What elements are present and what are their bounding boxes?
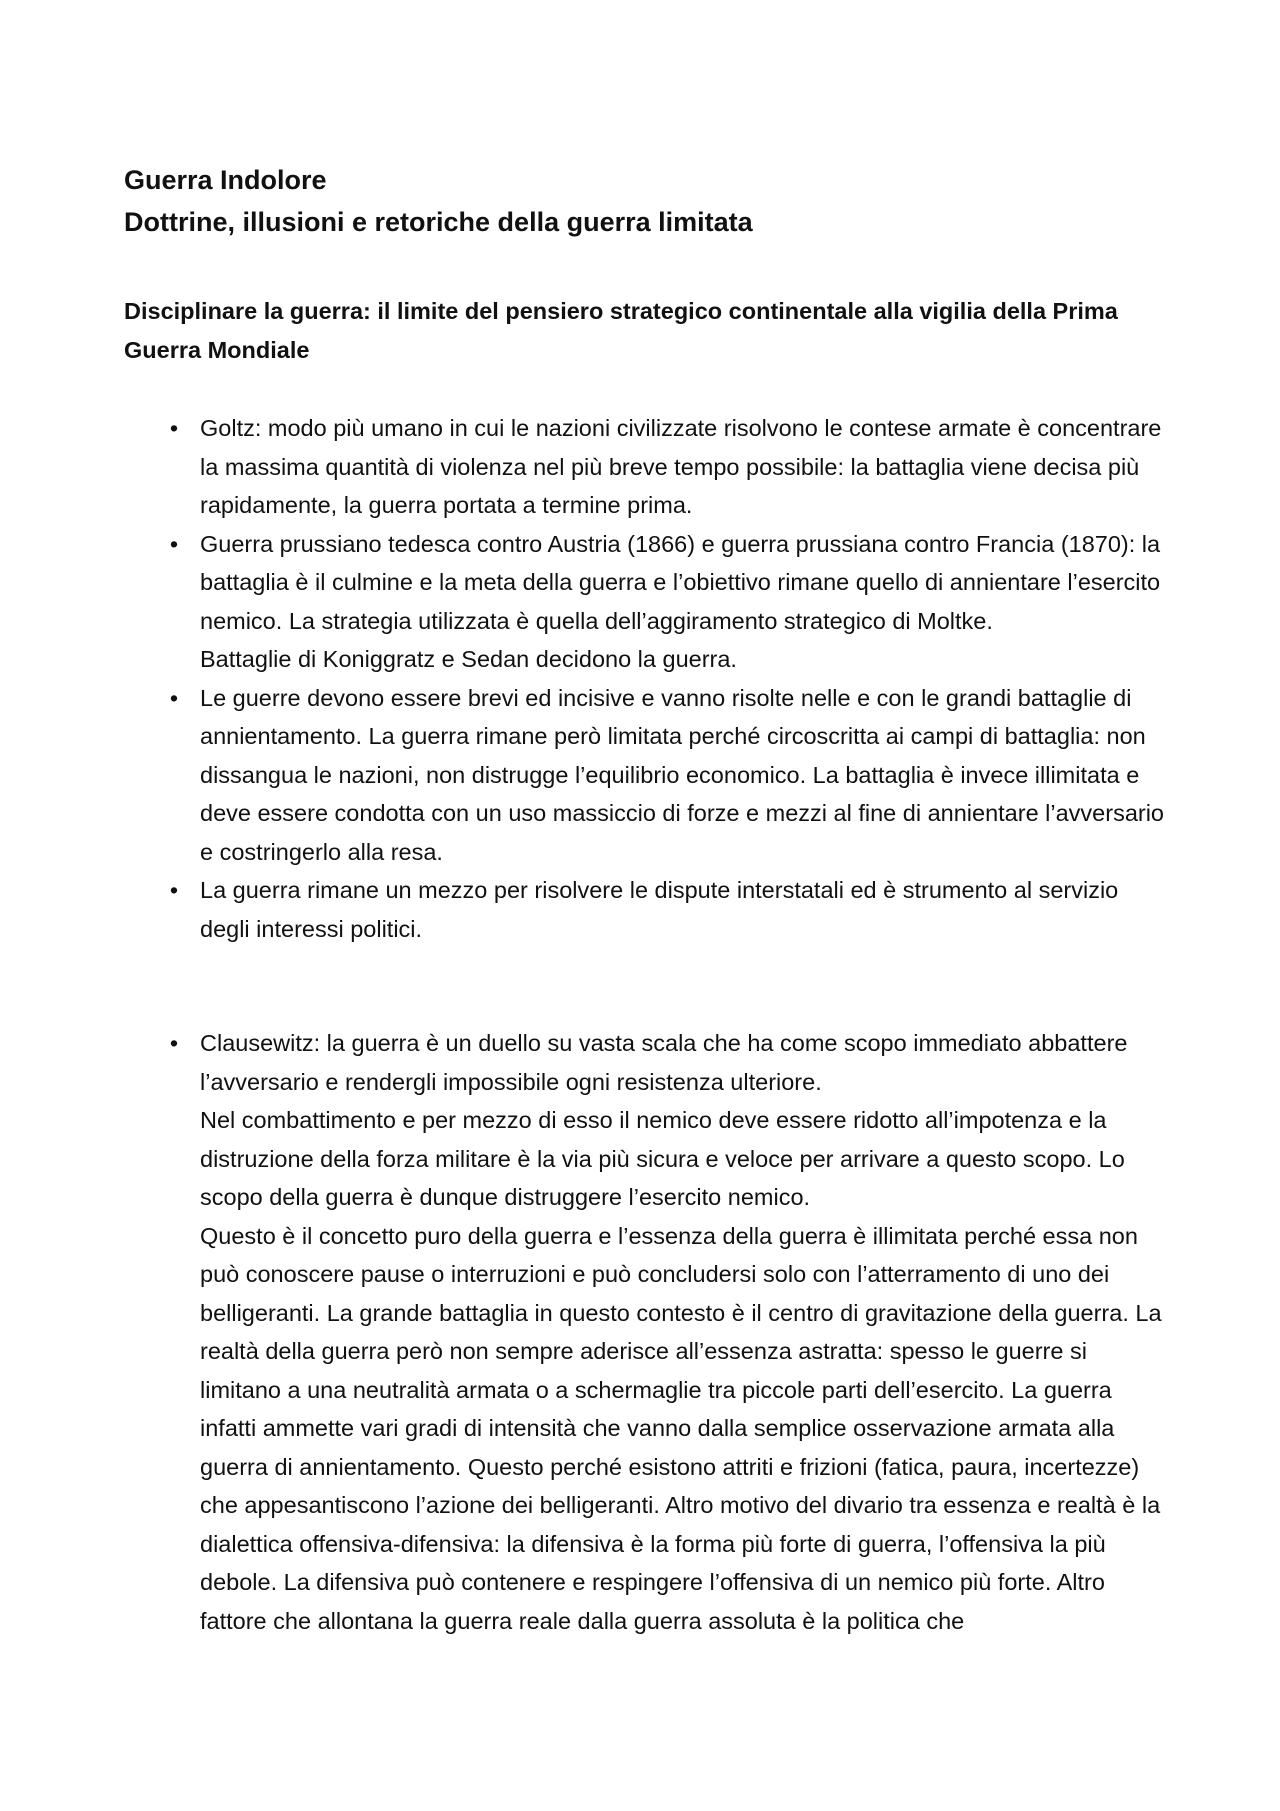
list-item-paragraph: Goltz: modo più umano in cui le nazioni civilizzate risolvono le contese armate è concentrare la massima quantità di violenza nel più breve tempo possibile: la battaglia viene decisa più rapidamente, la guerra portata a termine prima. xyxy=(200,415,1162,518)
list-item-paragraph: Battaglie di Koniggratz e Sedan decidono la guerra. xyxy=(200,646,737,672)
bullet-icon: • xyxy=(169,684,179,711)
bullet-icon: • xyxy=(169,1030,179,1056)
list-item-paragraph: Guerra prussiano tedesca contro Austria (1866) e guerra prussiana contro Francia (1870): la battaglia è il culmine e la meta della guerra e l’obiettivo rimane quello di annientare l’esercito nemico. La strategia utilizzata è quella dell’aggiramento strategico di Moltke. xyxy=(200,530,1161,634)
list-item-paragraph: Questo è il concetto puro della guerra e l’essenza della guerra è illimitata perché essa non può conoscere pause o interruzioni e può concludersi solo con l’atterramento di uno dei belligeranti. La grande battaglia in questo contesto è il centro di gravitazione della guerra. La realtà della guerra però non sempre aderisce all’essenza astratta: spesso le guerre si limitano a una neutralità armata o a schermaglie tra piccole parti dell’esercito. La guerra infatti ammette vari gradi di intensità che vanno dalla semplice osservazione armata alla guerra di annientamento. Questo perché esistono attriti e frizioni (fatica, paura, incertezze) che appesantiscono l’azione dei belligeranti. Altro motivo del divario tra essenza e realtà è la dialettica offensiva-difensiva: la difensiva è la forma più forte di guerra, l’offensiva la più debole. La difensiva può contenere e respingere l’offensiva di un nemico più forte. Altro fattore che allontana la guerra reale dalla guerra assoluta è la politica che xyxy=(200,1222,1162,1634)
bullet-icon: • xyxy=(169,530,179,557)
list-item xyxy=(124,525,1164,679)
bullet-list-1 xyxy=(124,409,1164,948)
bullet-icon: • xyxy=(169,877,179,903)
list-item xyxy=(124,871,1164,948)
section-heading: Disciplinare la guerra: il limite del pensiero strategico continentale alla vigilia della Prima Guerra Mondiale xyxy=(124,298,1118,363)
document-subtitle: Dottrine, illusioni e retoriche della guerra limitata xyxy=(124,207,753,237)
list-item xyxy=(124,409,1164,525)
list-item xyxy=(124,679,1164,872)
bullet-icon: • xyxy=(169,415,179,441)
list-item-paragraph: Nel combattimento e per mezzo di esso il nemico deve essere ridotto all’impotenza e la distruzione della forza militare è la via più sicura e veloce per arrivare a questo scopo. Lo scopo della guerra è dunque distruggere l’esercito nemico. xyxy=(200,1107,1125,1210)
bullet-list-2 xyxy=(124,1024,1164,1640)
list-item-paragraph: Le guerre devono essere brevi ed incisive e vanno risolte nelle e con le grandi battaglie di annientamento. La guerra rimane però limitata perché circoscritta ai campi di battaglia: non dissangua le nazioni, non distrugge l’equilibrio economico. La battaglia è invece illimitata e deve essere condotta con un uso massiccio di forze e mezzi al fine di annientare l’avversario e costringerlo alla resa. xyxy=(200,684,1165,865)
list-item-paragraph: La guerra rimane un mezzo per risolvere le dispute interstatali ed è strumento al servizio degli interessi politici. xyxy=(200,877,1119,942)
list-item xyxy=(124,1024,1164,1640)
document-title: Guerra Indolore xyxy=(124,165,327,195)
list-item-paragraph: Clausewitz: la guerra è un duello su vasta scala che ha come scopo immediato abbattere l’avversario e rendergli impossibile ogni resistenza ulteriore. xyxy=(200,1030,1128,1095)
